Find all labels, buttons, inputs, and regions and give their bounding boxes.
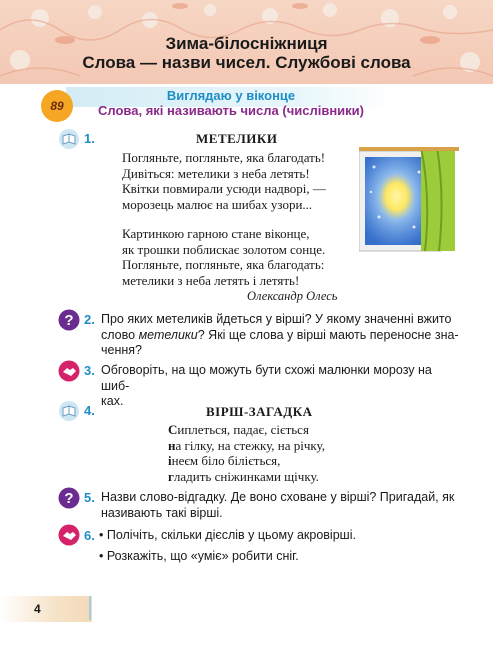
poem-line: Погляньте, погляньте, яка благодать: [122, 257, 325, 273]
poem-text: иплеться, падає, сіється [177, 422, 309, 437]
acrostic-letter: і [168, 453, 172, 469]
poem-line: Погляньте, погляньте, яка благодать! [122, 150, 326, 165]
poem-line: Картинкою гарною стане віконце, [122, 226, 310, 241]
acrostic-line [168, 438, 325, 454]
acrostic-letter: С [168, 422, 178, 437]
handshake-icon [58, 524, 80, 546]
question-icon [58, 487, 80, 509]
handshake-icon [58, 360, 80, 382]
poem-author: Олександр Олесь [247, 289, 338, 303]
exercise-3-text [101, 363, 461, 410]
question-icon [58, 309, 80, 331]
exercise-3-number: 3. [84, 363, 95, 378]
acrostic-letter: г [168, 468, 174, 484]
exercise-5-text [101, 490, 461, 521]
task-line: чення? [101, 343, 142, 357]
svg-text:?: ? [64, 490, 74, 507]
exercise-2-number: 2. [84, 312, 95, 327]
task-text: слово [101, 327, 139, 342]
page-number-frame [13, 596, 91, 620]
frosty-window-illustration [359, 147, 459, 254]
poem-line: Дивіться: метелики з неба летять! [122, 165, 310, 181]
task-line: Про яких метеликів йдеться у вірші? У якому значенні вжито [101, 312, 452, 326]
emphasized-word: метелики [138, 327, 198, 342]
poem-text: неєм біло біліється, [171, 453, 281, 469]
lesson-grammar-topic: Слова, які називають числа (числівники) [98, 103, 364, 118]
book-reading-icon [58, 128, 80, 150]
lesson-subtitle: Виглядаю у віконце [166, 88, 296, 103]
task-bullet: • Полічіть, скільки дієслів у цьому акровірші. [99, 528, 356, 542]
book-reading-icon [58, 400, 80, 422]
poem-line: Квітки повмирали усюди надворі, — [122, 181, 326, 197]
svg-text:?: ? [64, 312, 74, 329]
riddle-poem-title: ВІРШ-ЗАГАДКА [206, 404, 313, 419]
task-bullet: • Розкажіть, що «уміє» робити сніг. [99, 548, 299, 563]
exercise-6-number: 6. [84, 528, 95, 543]
exercise-1-number: 1. [84, 131, 95, 146]
acrostic-letter: н [168, 437, 176, 453]
exercise-6-text [99, 528, 459, 564]
task-line: Назви слово-відгадку. Де воно сховане у вірші? Пригадай, як [101, 490, 455, 504]
exercise-2-text [101, 312, 461, 359]
task-line [101, 328, 461, 344]
poem-text: а гілку, на стежку, на річку, [175, 437, 325, 453]
acrostic-line [168, 469, 325, 485]
task-text: ? Які ще слова у вірші мають переносне зна- [197, 327, 459, 342]
task-line: ках. [101, 394, 124, 408]
task-line: називають такі вірші. [101, 505, 223, 520]
task-line: Обговоріть, на що можуть бути схожі малюнки морозу на шиб- [101, 363, 432, 393]
topic-title: Слова — назви чисел. Службові слова [82, 53, 411, 72]
poem-title: МЕТЕЛИКИ [196, 131, 278, 146]
header-banner [0, 0, 493, 84]
exercise-4-number: 4. [84, 403, 95, 418]
lesson-number-badge: 89 [41, 90, 73, 122]
acrostic-line [168, 453, 325, 469]
acrostic-line [168, 422, 325, 438]
poem-line: метелики з неба летять і летять! [122, 272, 300, 288]
acrostic-poem [168, 422, 325, 484]
poem-line: морозець малює на шибах узори... [122, 196, 313, 212]
poem-stanza-2 [122, 226, 325, 288]
chapter-title: Зима-білосніжниця [165, 34, 328, 53]
page-number: 4 [34, 602, 41, 616]
poem-text: ладить сніжинками щічку. [173, 468, 319, 484]
poem-stanza-1 [122, 150, 326, 212]
exercise-5-number: 5. [84, 490, 95, 505]
poem-line: як трошки поблискає золотом сонце. [122, 241, 326, 257]
